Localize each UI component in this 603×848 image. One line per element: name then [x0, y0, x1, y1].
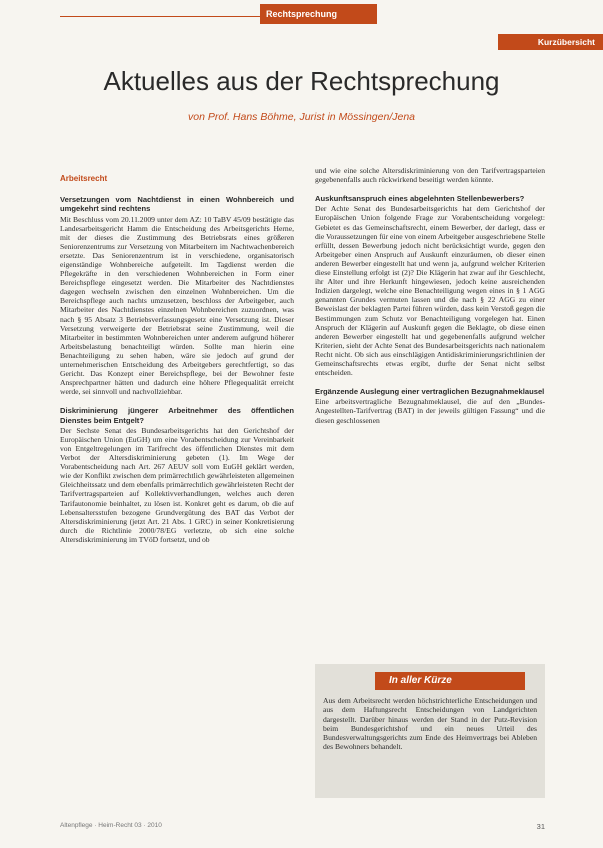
footer-source: Altenpflege · Heim-Recht 03 · 2010	[60, 822, 162, 829]
article-text: und wie eine solche Altersdiskriminierung von den Tarifvertragsparteien gegebenenfalls auch rückwirkend beseitigt werden könnte.	[315, 166, 545, 185]
page-footer	[60, 822, 545, 829]
page-subtitle: von Prof. Hans Böhme, Jurist in Mössingen/Jena	[187, 111, 416, 123]
left-column	[60, 166, 294, 546]
summary-text: Aus dem Arbeitsrecht werden höchstrichterliche Entscheidungen und aus dem Haftungsrecht Entscheidungen von Landgerichten dargestellt. Darüber hinaus werden der Stand in der Putz-Revision beim Bundesgerichtshof und ein neues Urteil des Bundesverwaltungsgerichts zum Ende des Heimvertrags bei Ableben des Bewohners behandelt.	[323, 696, 537, 752]
right-column	[315, 166, 545, 427]
article-heading: Diskriminierung jüngerer Arbeitnehmer des öffentlichen Dienstes beim Entgelt?	[60, 406, 294, 425]
header-rule	[60, 16, 260, 17]
article-heading: Ergänzende Auslegung einer vertraglichen Bezugnahmeklausel	[315, 387, 545, 397]
article-heading: Versetzungen vom Nachtdienst in einen Wohnbereich und umgekehrt sind rechtens	[60, 195, 294, 214]
category-tag: Kurzübersicht	[498, 34, 603, 50]
summary-heading: In aller Kürze	[375, 672, 525, 690]
article-text: Der Achte Senat des Bundesarbeitsgerichts hat dem Gerichtshof der Europäischen Union folgende Frage zur Vorabentscheidung vorgelegt: Gebietet es das Gemeinschaftsrecht, einem Bewerber, der darlegt, dass er die Voraussetzungen für eine von einem Arbeitgeber ausgeschriebene Stelle erfüllt, dessen Bewerbung jedoch nicht berücksichtigt wurde, gegen den Arbeitgeber einen Anspruch auf Auskunft einzuräumen, ob dieser einen anderen Bewerber eingestellt hat und wenn ja, aufgrund welcher Kriterien diese Einstellung erfolgt ist (2)? Die Klägerin hat zwar auf ihr Geschlecht, ihr Alter und ihre Herkunft hingewiesen, jedoch keine ausreichenden Indizien dargelegt, welche eine Benachteiligung wegen eines in § 1 AGG genannten Grundes vermuten lassen und die nach § 22 AGG zu einer Beweislast der beklagten Partei führen würden, dass kein Verstoß gegen die Bestimmungen zum Schutz vor Benachteiligung vorgelegen hat. Einen Anspruch der Klägerin auf Auskunft gegen die Beklagte, ob diese einen anderen Bewerber eingestellt hat und gegebenenfalls aufgrund welcher Kriterien, sieht der Achte Senat des Bundesarbeitsgerichts nach nationalem Recht nicht. Ob sich aus einschlägigen Antidiskriminierungsrichtlinien der Gemeinschaftsrechts etwas ergibt, durfte der Senat nicht selbst entscheiden.	[315, 204, 545, 378]
article-text: Eine arbeitsvertragliche Bezugnahmeklausel, die auf den „Bundes-Angestellten-Tarifvertrag (BAT) in der jeweils gültigen Fassung“ und die diesen geschlossenen	[315, 397, 545, 425]
header-bar	[60, 4, 603, 47]
article-text: Der Sechste Senat des Bundesarbeitsgerichts hat den Gerichtshof der Europäischen Union (EuGH) um eine Vorabentscheidung zur Vereinbarkeit von Entgeltregelungen im Tarifrecht des öffentlichen Dienstes mit dem Verbot der Altersdiskriminierung gebeten (1). Im Wege der Vorabentscheidung nach Art. 267 AEUV soll vom EuGH geklärt werden, wie der Konflikt zwischen dem primärrechtlich gewährleisteten allgemeinen Gleichheitssatz und dem ebenfalls primärrechtlich gewährleisteten Recht der Tarifvertragsparteien auf Kollektivverhandlungen, welches auch deren Tarifautonomie beinhaltet, zu lösen ist. Konkret geht es darum, ob die auf Lebensaltersstufen bezogene Grundvergütung des BAT das Verbot der Altersdiskriminierung (jetzt Art. 21 Abs. 1 GRC) in seiner Konkretisierung durch die Richtlinie 2000/78/EG verletzte, ob sich eine solche Altersdiskriminierung im TVöD fortsetzt, und ob	[60, 425, 294, 544]
page-title: Aktuelles aus der Rechtsprechung	[103, 66, 500, 96]
section-tag: Rechtsprechung	[260, 4, 377, 24]
article-heading: Auskunftsanspruch eines abgelehnten Stellenbewerbers?	[315, 194, 525, 204]
page-number: 31	[536, 822, 545, 831]
article-text: Mit Beschluss vom 20.11.2009 unter dem AZ: 10 TaBV 45/09 bestätigte das Landesarbeitsgericht Hamm die Entscheidung des Arbeitsgerichts Herne, mit der dieses die Zustimmung des Betriebsrats eines größeren Seniorenzentrums zur Versetzung von Mitarbeitern im Nachtwachenbereich ersetzte. Das Seniorenzentrum ist in verschiedene, organisatorisch eigenständige Wohnbereiche aufgeteilt. Im Tagdienst werden die Pflegekräfte in den verschiedenen Wohnbereichen in Form einer Bereichspflege eingesetzt werden. Die Mitarbeiter des Nachtdienstes dagegen wechseln zwischen den einzelnen Wohnbereichen. Um die Bereichspflege auch nachts umzusetzen, beschloss der Arbeitgeber, auch Mitarbeiter des Nachtdienstes einzelnen Wohnbereichen zuzuordnen, was nach § 95 Absatz 3 Betriebsverfassungsgesetz eine Versetzung ist. Dieser Versetzung verweigerte der Betriebsrat seine Zustimmung, weil die Mitarbeiter in bestimmten Wohnbereichen unter anderem aufgrund höherer Arbeitsbelastung benachteiligt würden. Sollte man hierin eine Benachteiligung zu sehen haben, wäre sie jedoch auf grund der unternehmerischen Entscheidung des Arbeitgebers gerechtfertigt, so das Gericht. Das Konzept einer Bereichspflege, bei der Bewohner feste Ansprechpartner hätten und dadurch eine höhere Pflegequalität erreicht werde, sei sinnvoll und nachvollziehbar.	[60, 214, 294, 397]
category-label: Arbeitsrecht	[60, 174, 108, 183]
summary-box	[315, 664, 545, 798]
